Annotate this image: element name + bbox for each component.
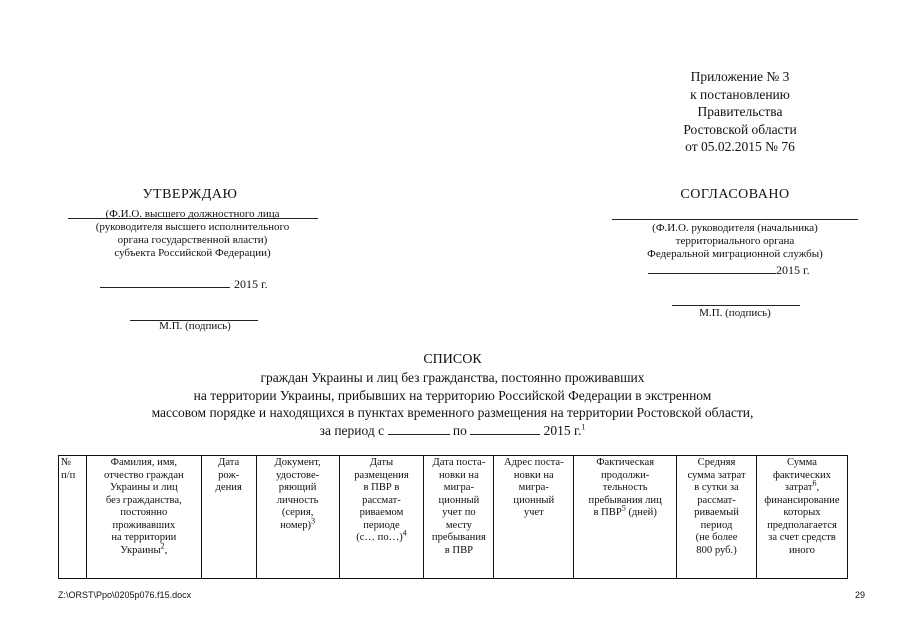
period-mid: по (452, 422, 467, 438)
approve-line: (Ф.И.О. высшего должностного лица (105, 208, 280, 220)
signature-line (672, 305, 800, 306)
period-suffix: 2015 г. (543, 422, 582, 438)
agree-line: территориального органа (675, 235, 795, 247)
table-header-number: № п/п (59, 456, 87, 579)
agree-stamp: М.П. (подпись) (699, 307, 771, 319)
approve-line: органа государственной власти) (117, 234, 268, 246)
page-number: 29 (855, 590, 866, 600)
period-end-blank (470, 422, 540, 435)
approve-heading: УТВЕРЖДАЮ (142, 187, 238, 202)
persons-table (58, 455, 848, 579)
appendix-line: от 05.02.2015 № 76 (685, 139, 795, 154)
agree-year: 2015 г. (776, 263, 810, 277)
table-header-registration-date: Дата поста- новки на мигра- ционный учет по месту пребывания в ПВР (424, 456, 494, 579)
period-line (80, 422, 825, 440)
approve-year: 2015 г. (234, 277, 268, 291)
document-path: Z:\ORST\Ppo\0205p076.f15.docx (58, 590, 192, 600)
list-description (80, 369, 825, 439)
agree-line: Федеральной миграционной службы) (647, 248, 823, 260)
list-line: массовом порядке и находящихся в пунктах временного размещения на территории Ростовской области, (151, 405, 754, 420)
approve-stamp: М.П. (подпись) (159, 320, 231, 332)
appendix-line: Ростовской области (683, 121, 797, 137)
table-header-actual-cost: Сумма фактических затрат$^6$, финансирование которых предполагается за счет средств иного (756, 456, 847, 579)
table-header-placement-dates: Даты размещения в ПВР в рассмат- риваемом периоде (с… по…)$^4$ (339, 456, 424, 579)
table-header-average-cost: Средняя сумма затрат в сутки за рассмат- риваемый период (не более 800 руб.) (677, 456, 757, 579)
table-header-stay-duration: Фактическая продолжи- тельность пребывания лиц в ПВР$^5$ (дней) (574, 456, 677, 579)
table-header-birthdate: Дата рож- дения (201, 456, 256, 579)
appendix-line: к постановлению (690, 86, 790, 102)
table-header-registration-address: Адрес поста- новки на мигра- ционный учет (494, 456, 574, 579)
list-line: граждан Украины и лиц без гражданства, постоянно проживавших (260, 370, 645, 385)
appendix-line: Приложение № 3 (690, 69, 790, 84)
agree-description (595, 222, 875, 261)
table-header-id-document: Документ, удостове- ряющий личность (серия, номер)$^3$ (256, 456, 339, 579)
agree-heading: СОГЛАСОВАНО (680, 187, 790, 202)
approve-line: субъекта Российской Федерации) (114, 247, 271, 259)
period-prefix: за период с (319, 422, 385, 438)
footnote-marker: 1 (581, 422, 586, 431)
appendix-block (650, 68, 830, 156)
agree-line: (Ф.И.О. руководителя (начальника) (652, 222, 818, 234)
table-header-fullname: Фамилия, имя, отчество граждан Украины и лиц без гражданства, постоянно проживавших на территории Украины$^2$, (86, 456, 201, 579)
approve-line: (руководителя высшего исполнительного (95, 221, 290, 233)
date-blank (100, 275, 230, 288)
approve-description (50, 208, 335, 260)
table-header-row (59, 456, 848, 579)
list-title: СПИСОК (423, 352, 482, 367)
appendix-line: Правительства (697, 104, 783, 119)
period-start-blank (388, 422, 450, 435)
list-line: на территории Украины, прибывших на территорию Российской Федерации в экстренном (193, 387, 712, 403)
agree-date (648, 261, 810, 278)
approve-date (100, 275, 268, 292)
signature-line (612, 219, 858, 220)
date-blank (648, 261, 776, 274)
